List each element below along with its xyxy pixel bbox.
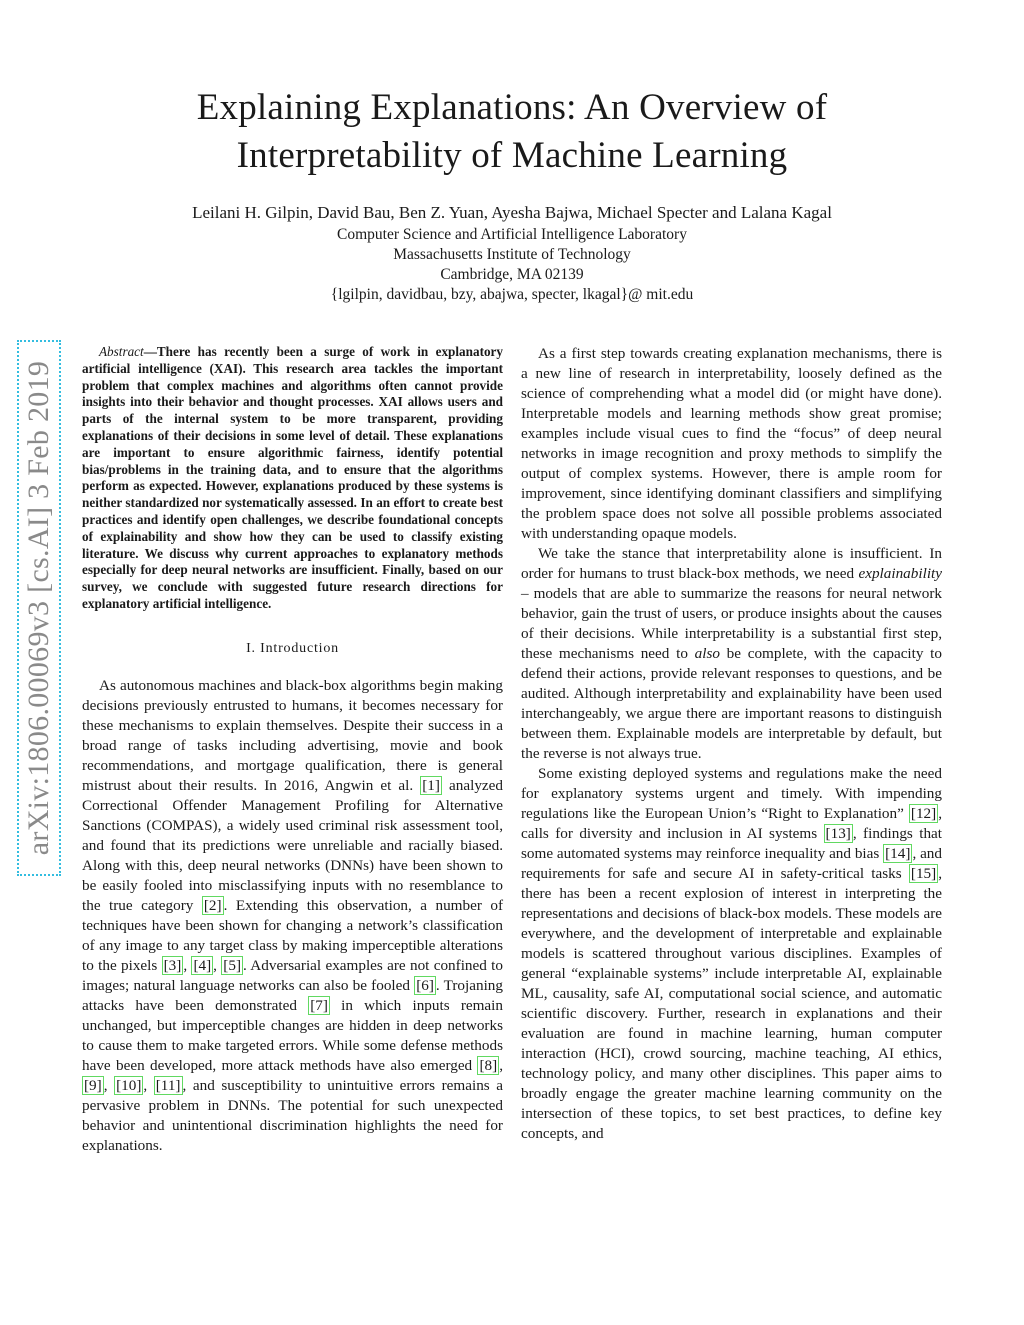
citation-link[interactable]: [4]	[193, 956, 212, 974]
text-span: . Trojaning attacks have been demonstrated	[82, 976, 503, 1014]
citation-link[interactable]: [9]	[84, 1076, 102, 1094]
abstract	[82, 344, 503, 613]
text-span: Some existing deployed systems and regulations make the need for explanatory systems urgent and timely. With impending regulations like the European Union’s “Right to Explanation”	[521, 765, 942, 822]
text-span: – models that are able to summarize the reasons for neural network behavior, gain the trust of users, or produce insights about the causes of their decisions. While interpretability is a substantial first step, these mechanisms need to	[521, 585, 942, 662]
section-heading-introduction: I. Introduction	[246, 640, 339, 656]
abstract-label: Abstract	[99, 344, 144, 359]
author-list: Leilani H. Gilpin, David Bau, Ben Z. Yuan, Ayesha Bajwa, Michael Specter and Lalana Kagal	[192, 203, 832, 222]
text-span: , and susceptibility to unintuitive errors remains a pervasive problem in DNNs. The potential for such unexpected behavior and unintentional discrimination highlights the need for explanations.	[82, 1076, 504, 1154]
title-line-2: Interpretability of Machine Learning	[236, 135, 788, 176]
text-span: ,	[143, 1076, 154, 1094]
text-span: in which inputs remain unchanged, but imperceptible changes are hidden in deep networks to cause them to make targeted errors. While some defense methods have been developed, more attack methods have also emerged	[82, 996, 503, 1074]
citation-link[interactable]: [3]	[163, 956, 182, 974]
citation-link[interactable]: [13]	[825, 825, 851, 842]
left-column	[82, 344, 503, 1156]
intro-paragraph	[82, 676, 503, 1156]
text-span: ,	[183, 956, 192, 974]
text-span: . Extending this observation, a number of techniques have been shown for changing a network’s classification of any image to any target class by making imperceptible alterations to the pixels	[82, 896, 503, 974]
affiliation-city: Cambridge, MA 02139	[440, 266, 584, 283]
citation-link[interactable]: [10]	[116, 1076, 142, 1094]
text-span: , there has been a recent explosion of interest in interpreting the representations and decisions of black-box models. These models are everywhere, and the development of interpretable and explainable models is scattered throughout various disciplines. Examples of general “explainable systems” include interpretable AI, explainable ML, causality, safe AI, computational social science, and automatic scientific discovery. Further, research in explanations and their evaluation are found in machine learning, human computer interaction (HCI), crowd sourcing, machine teaching, AI ethics, technology policy, and many other disciplines. This paper aims to broadly engage the greater machine learning community on the intersection of these topics, to set best practices, to define key concepts, and	[521, 865, 942, 1142]
citation-link[interactable]: [8]	[479, 1056, 498, 1074]
citation-link[interactable]: [11]	[155, 1076, 181, 1094]
citation-link[interactable]: [15]	[910, 865, 937, 882]
citation-link[interactable]: [7]	[310, 996, 328, 1014]
body-paragraph	[521, 764, 942, 1144]
affiliation-emails: {lgilpin, davidbau, bzy, abajwa, specter, lkagal}@ mit.edu	[330, 286, 694, 303]
text-span: analyzed Correctional Offender Management Profiling for Alternative Sanctions (COMPAS), a widely used criminal risk assessment tool, and found that its predictions were unreliable and racially biased. Along with this, deep neural networks (DNNs) have been shown to be easily fooled into misclassifying inputs with no resemblance to the true category	[82, 776, 504, 914]
text-span: As autonomous machines and black-box algorithms begin making decisions previously entrusted to humans, it becomes necessary for these mechanisms to explain themselves. Despite their success in a broad range of tasks including advertising, movie and book recommendations, and mortgage qualification, there is general mistrust about their results. In 2016, Angwin et al.	[82, 676, 503, 794]
paper-title	[100, 84, 924, 180]
text-span: ,	[213, 956, 222, 974]
body-paragraph: As a first step towards creating explanation mechanisms, there is a new line of research in interpretability, loosely defined as the science of comprehending what a model did (or might have done). Interpretable models and learning methods show great promise; examples include visual cues to find the “focus” of deep neural networks in image recognition and proxy methods to simplify the output of complex systems. However, there is ample room for improvement, since identifying dominant classifiers and simplifying the problem space does not solve all possible problems associated with understanding opaque models.	[521, 345, 942, 542]
arxiv-stamp: arXiv:1806.00069v3 [cs.AI] 3 Feb 2019	[22, 360, 55, 856]
text-span: , calls for diversity and inclusion in AI systems	[521, 805, 942, 842]
body-paragraph	[521, 544, 942, 764]
text-span: ,	[103, 1076, 115, 1094]
affiliation	[60, 225, 964, 305]
right-column	[521, 344, 942, 1144]
citation-link[interactable]: [5]	[223, 956, 242, 974]
text-span: , and requirements for safe and secure AI in safety-critical tasks	[521, 845, 942, 882]
emphasis-text: also	[694, 645, 720, 662]
citation-link[interactable]: [14]	[885, 845, 911, 862]
text-span: , findings that some automated systems may reinforce inequality and bias	[521, 825, 942, 862]
affiliation-institute: Massachusetts Institute of Technology	[393, 246, 631, 263]
citation-link[interactable]: [12]	[910, 805, 937, 822]
affiliation-lab: Computer Science and Artificial Intelligence Laboratory	[337, 226, 687, 243]
abstract-text: —There has recently been a surge of work in explanatory artificial intelligence (XAI). This research area tackles the important problem that complex machines and algorithms often cannot provide insights into their behavior and thought processes. XAI allows users and parts of the internal system to be more transparent, providing explanations of their decisions in some level of detail. These explanations are important to ensure algorithmic fairness, identify potential bias/problems in the training data, and to ensure that the algorithms perform as expected. However, explanations produced by these systems is neither standardized nor systematically assessed. In an effort to create best practices and identify open challenges, we describe foundational concepts of explainability and show how they can be used to classify existing literature. We discuss why current approaches to explanatory methods especially for deep neural networks are insufficient. Finally, based on our survey, we conclude with suggested future research directions for explanatory artificial intelligence.	[82, 344, 503, 611]
title-line-1: Explaining Explanations: An Overview of	[196, 87, 828, 128]
text-span: ,	[499, 1056, 503, 1074]
emphasis-text: explainability	[858, 565, 942, 582]
citation-link[interactable]: [6]	[416, 976, 434, 994]
text-span: . Adversarial examples are not confined to images; natural language networks can also be fooled	[82, 956, 503, 994]
citation-link[interactable]: [1]	[422, 776, 440, 794]
text-span: be complete, with the capacity to defend their actions, provide relevant responses to questions, and be audited. Although interpretability and explainability have been used interchangeably, we argue there are important reasons to distinguish between them. Explainable models are interpretable by default, but the reverse is not always true.	[521, 645, 942, 762]
citation-link[interactable]: [2]	[203, 896, 222, 914]
text-span: We take the stance that interpretability alone is insufficient. In order for humans to trust black-box methods, we need	[521, 545, 942, 582]
